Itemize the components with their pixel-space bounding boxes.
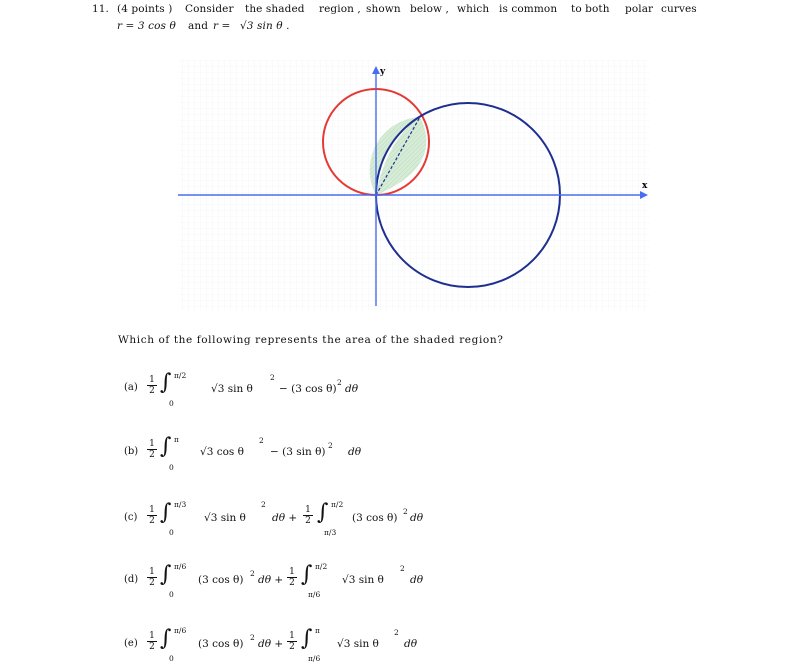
exponent-2: 2 <box>403 507 408 516</box>
differential: dθ <box>345 383 359 395</box>
differential-plus: dθ + <box>258 638 284 650</box>
option-label: (b) <box>124 446 139 457</box>
half-fraction: $\frac{1}{2}$ <box>147 567 157 588</box>
integral-sign: ∫ <box>160 562 172 587</box>
y-axis-label: y <box>380 67 386 77</box>
integrand-term-2: − (3 sin θ) <box>270 446 326 458</box>
lower-limit-2: π/6 <box>308 590 321 599</box>
integrand-term-1: √3 cos θ <box>200 446 244 458</box>
word-curves: curves <box>661 3 697 15</box>
integral-sign-2: ∫ <box>301 626 313 651</box>
upper-limit: π/2 <box>174 371 187 380</box>
lower-limit: 0 <box>169 463 174 472</box>
upper-limit: π/6 <box>174 562 187 571</box>
exponent-2: 2 <box>400 564 405 573</box>
word-the-shaded: the shaded <box>245 3 305 15</box>
exponent-2: 2 <box>328 441 333 450</box>
word-polar: polar <box>625 3 654 15</box>
integrand-term-2: √3 sin θ <box>342 574 384 586</box>
word-region: region , <box>319 3 361 15</box>
exponent-2: 2 <box>337 378 342 387</box>
half-fraction: $\frac{1}{2}$ <box>147 631 157 652</box>
option-label: (c) <box>124 512 138 523</box>
integral-sign: ∫ <box>160 500 172 525</box>
integral-sign: ∫ <box>160 370 172 395</box>
upper-limit-2: π <box>315 626 320 635</box>
half-fraction-2: $\frac{1}{2}$ <box>287 567 297 588</box>
integrand-term-2: √3 sin θ <box>337 638 379 650</box>
differential-plus: dθ + <box>272 512 298 524</box>
integrand-term-1: (3 cos θ) <box>198 574 244 586</box>
half-fraction-2: $\frac{1}{2}$ <box>303 505 313 526</box>
exponent-1: 2 <box>259 436 264 445</box>
word-to-both: to both <box>571 3 610 15</box>
upper-limit: π/3 <box>174 500 187 509</box>
curve-two-lhs: r = <box>213 20 231 32</box>
half-fraction: $\frac{1}{2}$ <box>147 505 157 526</box>
integrand-term-1: √3 sin θ <box>204 512 246 524</box>
polar-graph <box>170 60 660 310</box>
lower-limit: 0 <box>169 654 174 663</box>
upper-limit-2: π/2 <box>315 562 328 571</box>
integrand-term-1: √3 sin θ <box>211 383 253 395</box>
word-shown: shown <box>366 3 401 15</box>
exponent-1: 2 <box>250 633 255 642</box>
graph-grid <box>180 60 650 310</box>
differential: dθ <box>410 512 424 524</box>
word-which: which <box>457 3 490 15</box>
curve-one: r = 3 cos θ <box>117 20 176 32</box>
integrand-term-2: − (3 cos θ) <box>279 383 337 395</box>
word-is-common: is common <box>499 3 558 15</box>
exponent-1: 2 <box>250 569 255 578</box>
question-points: (4 points ) <box>117 3 173 15</box>
lower-limit: 0 <box>169 590 174 599</box>
integral-sign-2: ∫ <box>317 500 329 525</box>
exponent-2: 2 <box>394 628 399 637</box>
upper-limit: π/6 <box>174 626 187 635</box>
area-prompt: Which of the following represents the area of the shaded region? <box>118 334 504 346</box>
upper-limit-2: π/2 <box>331 500 344 509</box>
lower-limit-2: π/6 <box>308 654 321 663</box>
differential: dθ <box>404 638 418 650</box>
word-and: and <box>188 20 209 32</box>
lower-limit: 0 <box>169 528 174 537</box>
differential-plus: dθ + <box>258 574 284 586</box>
integral-sign: ∫ <box>160 626 172 651</box>
differential: dθ <box>410 574 424 586</box>
option-label: (d) <box>124 574 139 585</box>
x-axis-label: x <box>642 181 648 191</box>
integral-sign-2: ∫ <box>301 562 313 587</box>
integrand-term-2: (3 cos θ) <box>352 512 398 524</box>
lower-limit: 0 <box>169 399 174 408</box>
exponent-1: 2 <box>270 373 275 382</box>
question-number: 11. <box>92 3 109 15</box>
curve-two-rhs: √3 sin θ . <box>240 20 290 32</box>
word-below: below , <box>410 3 449 15</box>
half-fraction-2: $\frac{1}{2}$ <box>287 631 297 652</box>
option-label: (e) <box>124 638 138 649</box>
upper-limit: π <box>174 435 179 444</box>
exponent-1: 2 <box>261 500 266 509</box>
option-label: (a) <box>124 382 138 393</box>
half-fraction: $\frac{1}{2}$ <box>147 375 157 396</box>
differential: dθ <box>348 446 362 458</box>
integral-sign: ∫ <box>160 434 172 459</box>
half-fraction: $\frac{1}{2}$ <box>147 439 157 460</box>
lower-limit-2: π/3 <box>324 528 337 537</box>
integrand-term-1: (3 cos θ) <box>198 638 244 650</box>
word-consider: Consider <box>185 3 234 15</box>
